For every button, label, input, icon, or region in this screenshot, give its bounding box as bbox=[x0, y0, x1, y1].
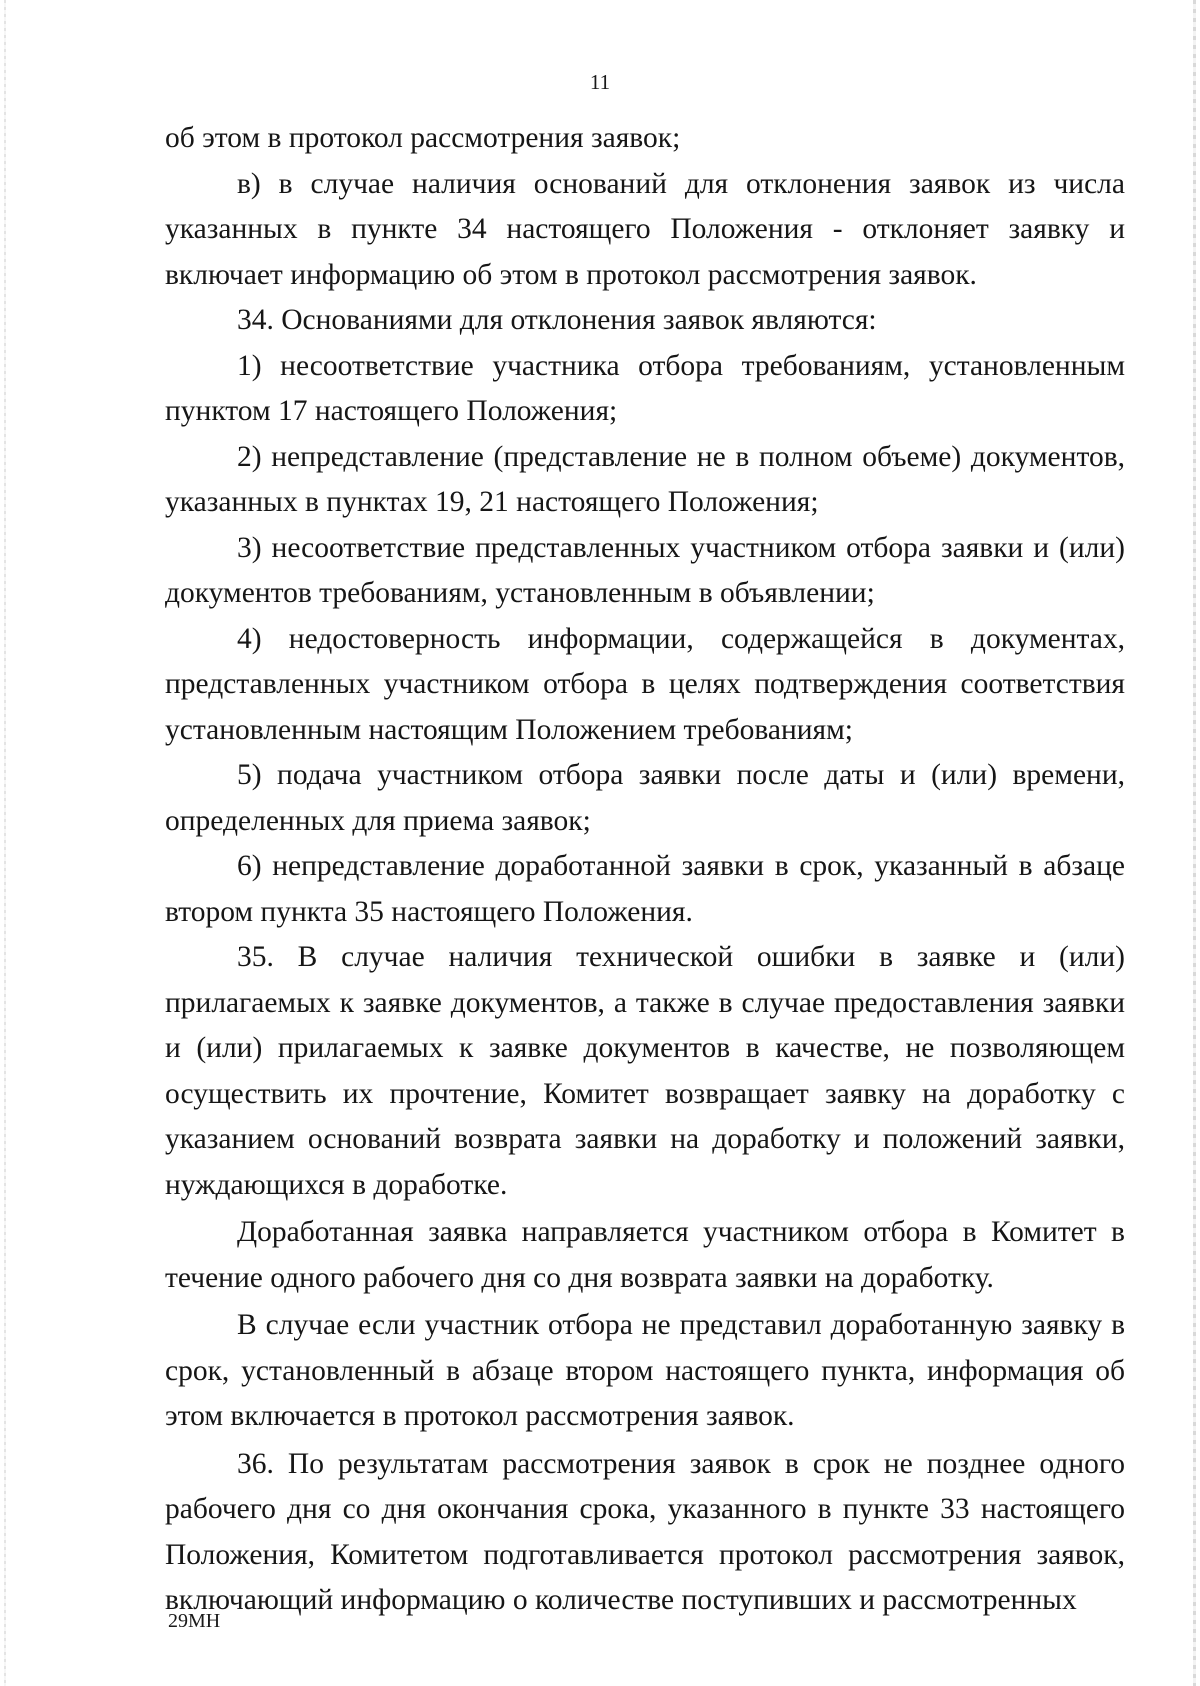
paragraph: 4) недостоверность информации, содержащейся в документах, представленных участником отбора в целях подтверждения соответствия установленным настоящим Положением требованиям; bbox=[165, 622, 1125, 746]
paragraph: Доработанная заявка направляется участником отбора в Комитет в течение одного рабочего дня со дня возврата заявки на доработку. bbox=[165, 1216, 1125, 1294]
paragraph: 6) непредставление доработанной заявки в срок, указанный в абзаце втором пункта 35 настоящего Положения. bbox=[165, 850, 1125, 928]
paragraph: 2) непредставление (представление не в полном объеме) документов, указанных в пунктах 19, 21 настоящего Положения; bbox=[165, 440, 1125, 518]
paragraph: 1) несоответствие участника отбора требованиям, установленным пунктом 17 настоящего Положения; bbox=[165, 349, 1125, 427]
scan-edge-right bbox=[1193, 0, 1196, 1686]
paragraph: 3) несоответствие представленных участником отбора заявки и (или) документов требованиям, установленным в объявлении; bbox=[165, 531, 1125, 609]
paragraph: 35. В случае наличия технической ошибки в заявке и (или) прилагаемых к заявке документов, а также в случае предоставления заявки и (или) прилагаемых к заявке документов в качестве, не позволяющем осуществить их прочтение, Комитет возвращает заявку на доработку с указанием оснований возврата заявки на доработку и положений заявки, нуждающихся в доработке. bbox=[165, 941, 1125, 1201]
paragraph: В случае если участник отбора не представил доработанную заявку в срок, установленный в абзаце втором настоящего пункта, информация об этом включается в протокол рассмотрения заявок. bbox=[165, 1309, 1125, 1432]
document-body bbox=[165, 116, 1125, 1624]
paragraph: 36. По результатам рассмотрения заявок в срок не позднее одного рабочего дня со дня окончания срока, указанного в пункте 33 настоящего Положения, Комитетом подготавливается протокол рассмотрения заявок, включающий информацию о количестве поступивших и рассмотренных bbox=[165, 1447, 1125, 1616]
scan-edge-left bbox=[4, 0, 6, 1686]
paragraph: об этом в протокол рассмотрения заявок; bbox=[165, 122, 681, 154]
footer-code: 29МН bbox=[168, 1610, 221, 1632]
paragraph: 34. Основаниями для отклонения заявок являются: bbox=[237, 304, 877, 336]
paragraph: 5) подача участником отбора заявки после даты и (или) времени, определенных для приема заявок; bbox=[165, 759, 1125, 837]
paragraph: в) в случае наличия оснований для отклонения заявок из числа указанных в пункте 34 настоящего Положения - отклоняет заявку и включает информацию об этом в протокол рассмотрения заявок. bbox=[165, 167, 1125, 291]
page-number: 11 bbox=[589, 70, 611, 94]
